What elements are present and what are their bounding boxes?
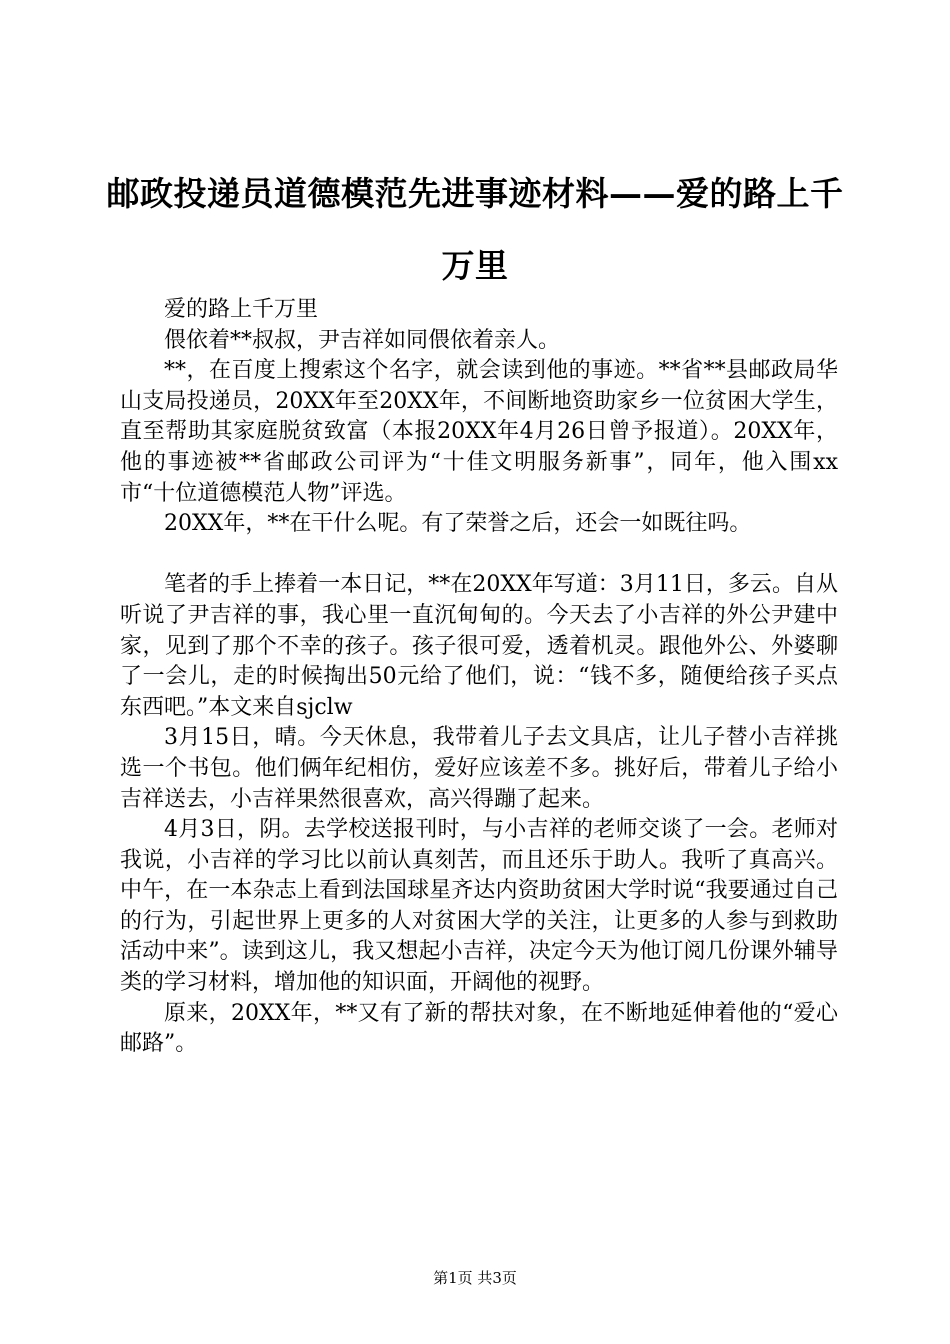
paragraph: 20XX年，**在干什么呢。有了荣誉之后，还会一如既往吗。 — [164, 511, 752, 537]
paragraph: 3月15日，晴。今天休息，我带着儿子去文具店，让儿子替小吉祥挑选一个书包。他们俩年纪相仿，爱好应该差不多。挑好后，带着儿子给小吉祥送去，小吉祥果然很喜欢，高兴得蹦了起来。 — [120, 725, 838, 812]
paragraph: 原来，20XX年，**又有了新的帮扶对象，在不断地延伸着他的“爱心邮路”。 — [120, 1000, 838, 1057]
page-footer — [0, 1268, 950, 1288]
paragraph-subtitle: 爱的路上千万里 — [164, 297, 319, 322]
document-title: 邮政投递员道德模范先进事迹材料——爱的路上千万里 — [106, 174, 844, 285]
paragraph: 4月3日，阴。去学校送报刊时，与小吉祥的老师交谈了一会。老师对我说，小吉祥的学习比以前认真刻苦，而且还乐于助人。我听了真高兴。中午，在一本杂志上看到法国球星齐达内资助贫困大学时说“我要通过自己的行为，引起世界上更多的人对贫困大学的关注，让更多的人参与到救助活动中来”。读到这儿，我又想起小吉祥，决定今天为他订阅几份课外辅导类的学习材料，增加他的知识面，开阔他的视野。 — [120, 817, 838, 996]
page-indicator: 第1页 共3页 — [433, 1269, 517, 1287]
document-body — [120, 295, 838, 1060]
paragraph: **，在百度上搜索这个名字，就会读到他的事迹。**省**县邮政局华山支局投递员，20XX年至20XX年，不间断地资助家乡一位贫困大学生，直至帮助其家庭脱贫致富（本报20XX年4月26日曾予报道）。20XX年，他的事迹被**省邮政公司评为“十佳文明服务新事”，同年，他入围xx市“十位道德模范人物”评选。 — [120, 358, 838, 506]
paragraph: 偎依着**叔叔，尹吉祥如同偎依着亲人。 — [164, 327, 561, 353]
paragraph: 笔者的手上捧着一本日记，**在20XX年写道：3月11日，多云。自从听说了尹吉祥的事，我心里一直沉甸甸的。今天去了小吉祥的外公尹建中家，见到了那个不幸的孩子。孩子很可爱，透着机灵。跟他外公、外婆聊了一会儿，走的时候掏出50元给了他们，说：“钱不多，随便给孩子买点东西吧。”本文来自sjclw — [120, 572, 838, 720]
